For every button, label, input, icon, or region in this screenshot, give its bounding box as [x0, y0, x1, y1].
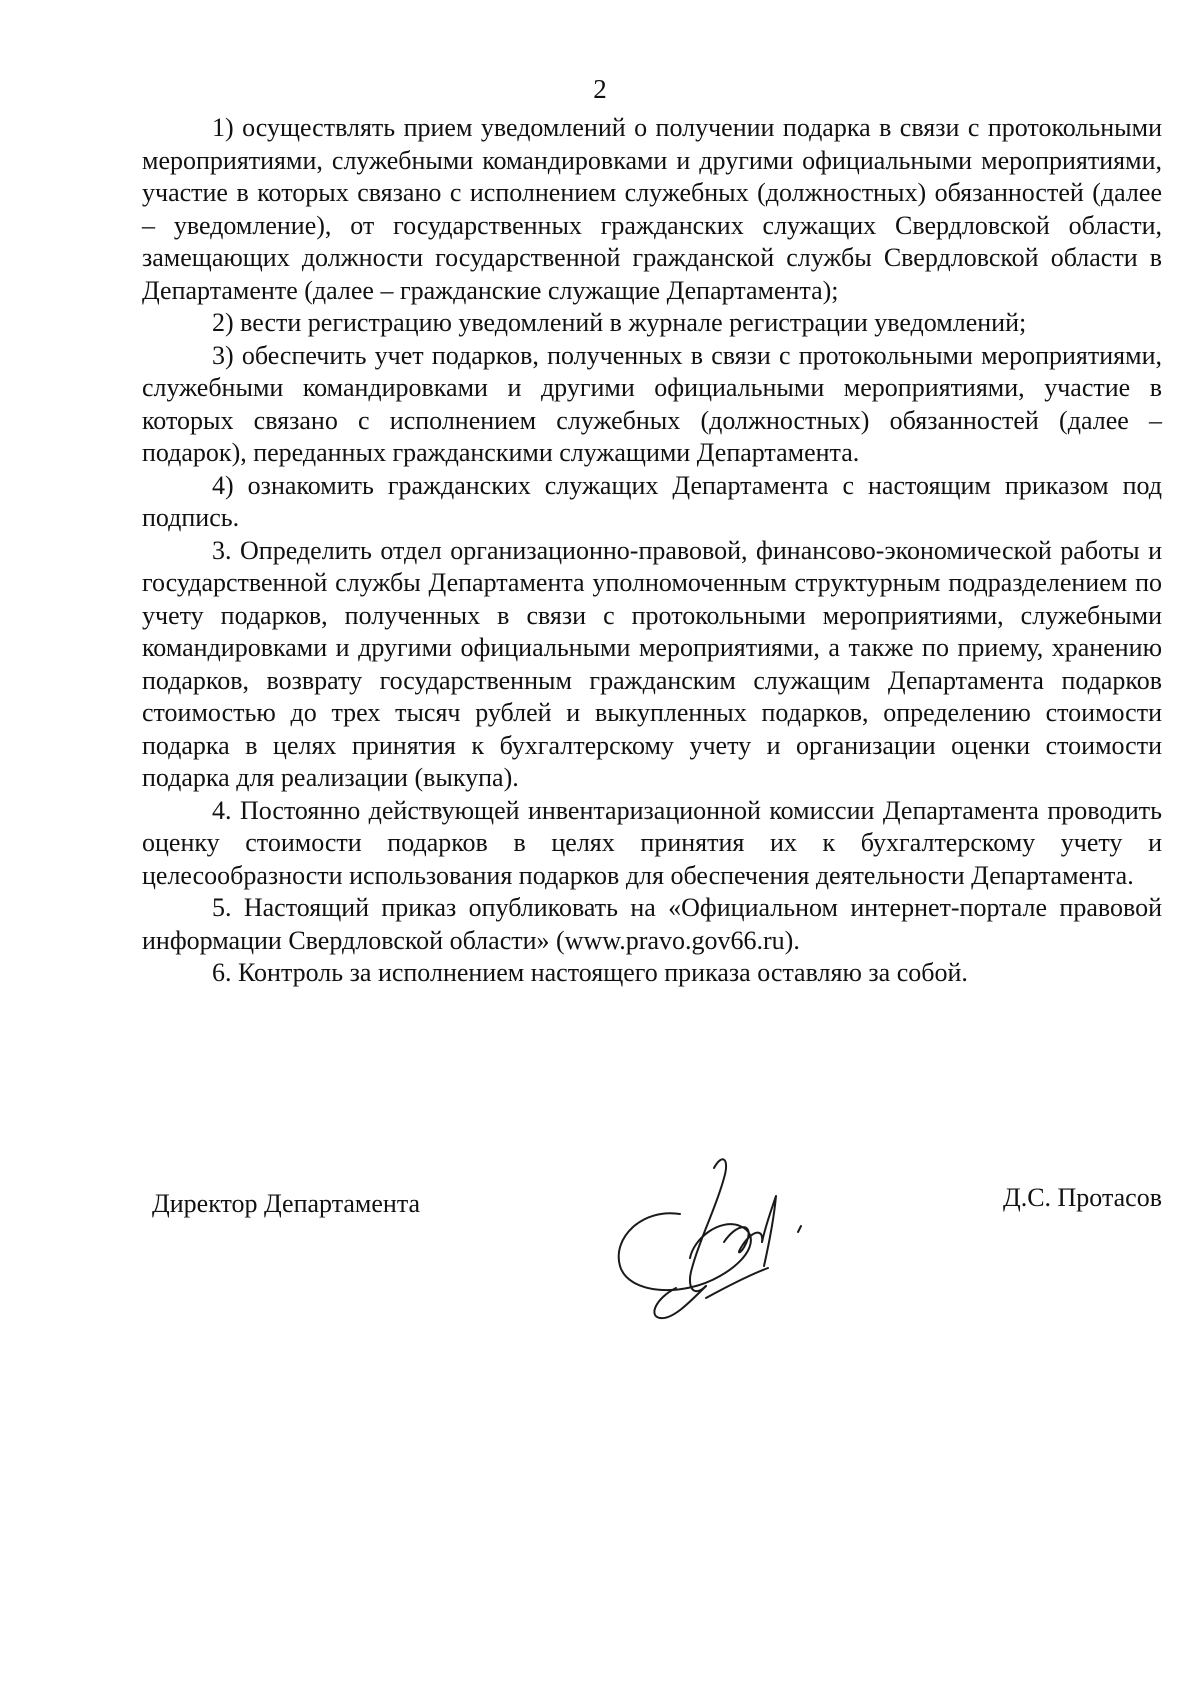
signatory-title: Директор Департамента	[152, 1189, 421, 1218]
handwritten-signature	[602, 1148, 832, 1328]
signatory-name: Д.С. Протасов	[1002, 1183, 1162, 1212]
paragraph-clause-5: 5. Настоящий приказ опубликовать на «Официальном интернет-портале правовой информации Свердловской области» (www.pravo.gov66.ru).	[142, 893, 1162, 955]
paragraph-clause-4: 4. Постоянно действующей инвентаризационной комиссии Департамента проводить оценку стоимости подарков в целях принятия их к бухгалтерскому учету и целесообразности использования подарков для обеспечения деятельности Департамента.	[142, 795, 1162, 890]
page-number: 2	[593, 74, 607, 104]
paragraph-item-4: 4) ознакомить гражданских служащих Департамента с настоящим приказом под подпись.	[142, 470, 1162, 532]
paragraph-item-3: 3) обеспечить учет подарков, полученных в связи с протокольными мероприятиями, служебными командировками и другими официальными мероприятиями, участие в которых связано с исполнением служебных (должностных) обязанностей (далее – подарок), переданных гражданскими служащими Департамента.	[142, 340, 1162, 467]
paragraph-clause-3: 3. Определить отдел организационно-правовой, финансово-экономической работы и государственной службы Департамента уполномоченным структурным подразделением по учету подарков, полученных в связи с протокольными мероприятиями, служебными командировками и другими официальными мероприятиями, а также по приему, хранению подарков, возврату государственным гражданским служащим Департамента подарков стоимостью до трех тысяч рублей и выкупленных подарков, определению стоимости подарка в целях принятия к бухгалтерскому учету и организации оценки стоимости подарка для реализации (выкупа).	[142, 535, 1162, 792]
document-body	[142, 112, 1162, 990]
signature-block	[142, 1160, 1162, 1340]
paragraph-item-2: 2) вести регистрацию уведомлений в журнале регистрации уведомлений;	[212, 308, 1027, 337]
paragraph-clause-6: 6. Контроль за исполнением настоящего приказа оставляю за собой.	[212, 958, 968, 987]
paragraph-item-1: 1) осуществлять прием уведомлений о получении подарка в связи с протокольными мероприятиями, служебными командировками и другими официальными мероприятиями, участие в которых связано с исполнением служебных (должностных) обязанностей (далее – уведомление), от государственных гражданских служащих Свердловской области, замещающих должности государственной гражданской службы Свердловской области в Департаменте (далее – гражданские служащие Департамента);	[142, 113, 1162, 305]
